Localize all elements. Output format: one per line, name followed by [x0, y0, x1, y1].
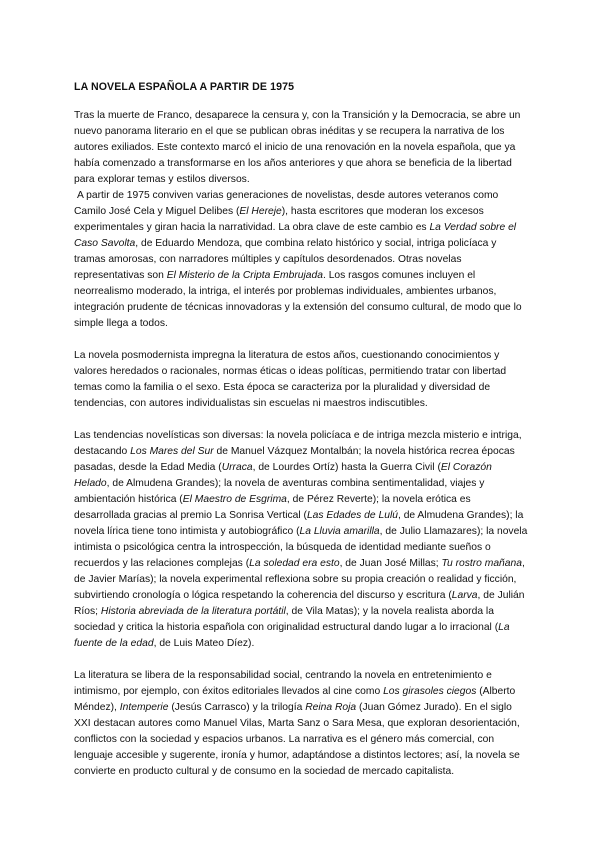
italic-title-text: El Maestro de Esgrima	[182, 494, 287, 505]
paragraph-text: , de Javier Marías); la novela experimental reflexiona sobre su propia creación o realidad y ficción, subvirtiendo cronología o lógica respetando la coherencia del discurso y escritura (	[74, 558, 525, 601]
italic-title-text: Los girasoles ciegos	[383, 686, 477, 697]
italic-title-text: Larva	[451, 590, 478, 601]
italic-title-text: El Hereje	[239, 206, 282, 217]
paragraph-text: La literatura se libera de la responsabilidad social, centrando la novela en entretenimiento e intimismo, por ejemplo, con éxitos editoriales llevados al cine como	[74, 670, 492, 697]
italic-title-text: Urraca	[221, 462, 253, 473]
paragraph-text: , de Juan José Millas;	[339, 558, 442, 569]
paragraph-text: , de Julio Llamazares); la novela intimista o psicológica centra la introspección, la búsqueda de identidad mediante sueños o recuerdos y las relaciones complejas (	[74, 526, 528, 569]
paragraph-text: , de Pérez Reverte); la novela erótica es desarrollada gracias al premio La Sonrisa Vertical (	[74, 494, 471, 521]
paragraph-text: , de Julián Ríos;	[74, 590, 525, 617]
italic-title-text: La Lluvia amarilla	[299, 526, 380, 537]
paragraph-text: ), hasta escritores que moderan los excesos experimentales y giran hacia la narratividad. La obra clave de este cambio es	[74, 206, 484, 233]
document-title: LA NOVELA ESPAÑOLA A PARTIR DE 1975	[74, 81, 295, 93]
italic-title-text: Las Edades de Lulú	[306, 510, 398, 521]
paragraph-text: (Alberto Méndez),	[74, 686, 516, 713]
italic-title-text: Los Mares del Sur	[130, 446, 214, 457]
paragraph-twenty-first-century	[74, 668, 530, 780]
italic-title-text: La soledad era esto	[249, 558, 340, 569]
paragraph-text: , de Eduardo Mendoza, que combina relato histórico y social, intriga policíaca y tramas amorosas, con narradores múltiples y capítulos desordenados. Otras novelas representativas son	[74, 238, 497, 281]
paragraph-text: Tras la muerte de Franco, desaparece la censura y, con la Transición y la Democracia, se abre un nuevo panorama literario en el que se publican obras inéditas y se recupera la narrativa de los autores exiliados. Este contexto marcó el inicio de una renovación en la novela española, que ya había comenzado a transformarse en los años anteriores y que ahora se beneficia de la libertad para explorar temas y estilos diversos.	[74, 110, 521, 185]
paragraph-text: , de Almudena Grandes); la novela de aventuras combina sentimentalidad, viajes y ambientación histórica (	[74, 478, 485, 505]
italic-title-text: Historia abreviada de la literatura portátil	[100, 606, 286, 617]
paragraph-text: (Juan Gómez Jurado). En el siglo XXI destacan autores como Manuel Vilas, Marta Sanz o Sara Mesa, que exploran desorientación, conflictos con la sociedad y espacios urbanos. La narrativa es el género más comercial, con lenguaje accesible y sugerente, ironía y humor, adaptándose a distintos lectores; así, la novela se convierte en producto cultural y de consumo en la sociedad de mercado capitalista.	[74, 702, 520, 777]
paragraph-text: Las tendencias novelísticas son diversas: la novela policíaca e de intriga mezcla misterio e intriga, destacando	[74, 430, 522, 457]
italic-title-text: El Misterio de la Cripta Embrujada	[166, 270, 323, 281]
paragraph-text: de Manuel Vázquez Montalbán; la novela histórica recrea épocas pasadas, desde la Edad Media (	[74, 446, 515, 473]
paragraph-text: , de Lourdes Ortíz) hasta la Guerra Civil (	[252, 462, 441, 473]
paragraph-text: , de Vila Matas); y la novela realista aborda la sociedad y critica la historia española con originalidad estructural dando lugar a lo irracional (	[74, 606, 499, 633]
paragraph-text: A partir de 1975 conviven varias generaciones de novelistas, desde autores veteranos como Camilo José Cela y Miguel Delibes (	[74, 190, 499, 217]
paragraph-text: (Jesús Carrasco) y la trilogía	[168, 702, 306, 713]
italic-title-text: Reina Roja	[305, 702, 357, 713]
paragraph-text: La novela posmodernista impregna la literatura de estos años, cuestionando conocimientos y valores heredados o racionales, normas éticas o ideas políticas, permitiendo tratar con libertad temas como la familia o el sexo. Esta época se caracteriza por la pluralidad y diversidad de tendencias, con autores individualistas sin escuelas ni maestros indiscutibles.	[74, 350, 507, 409]
paragraph-text: . Los rasgos comunes incluyen el neorrealismo moderado, la intriga, el interés por problemas individuales, ambientes urbanos, integración prudente de técnicas innovadoras y la extensión del consumo cultural, de modo que lo simple llega a todos.	[74, 270, 522, 329]
italic-title-text: Tu rostro mañana	[441, 558, 522, 569]
paragraph-tendencies	[74, 428, 530, 652]
paragraph-context	[74, 108, 530, 188]
paragraph-posmodernism	[74, 348, 530, 412]
italic-title-text: La fuente de la edad	[74, 622, 510, 649]
paragraph-text: , de Luis Mateo Díez).	[153, 638, 255, 649]
italic-title-text: Intemperie	[119, 702, 169, 713]
paragraph-generations	[74, 188, 530, 332]
italic-title-text: El Corazón Helado	[74, 462, 492, 489]
paragraph-text: , de Almudena Grandes); la novela lírica tiene tono intimista y autobiográfico (	[74, 510, 524, 537]
italic-title-text: La Verdad sobre el Caso Savolta	[74, 222, 517, 249]
